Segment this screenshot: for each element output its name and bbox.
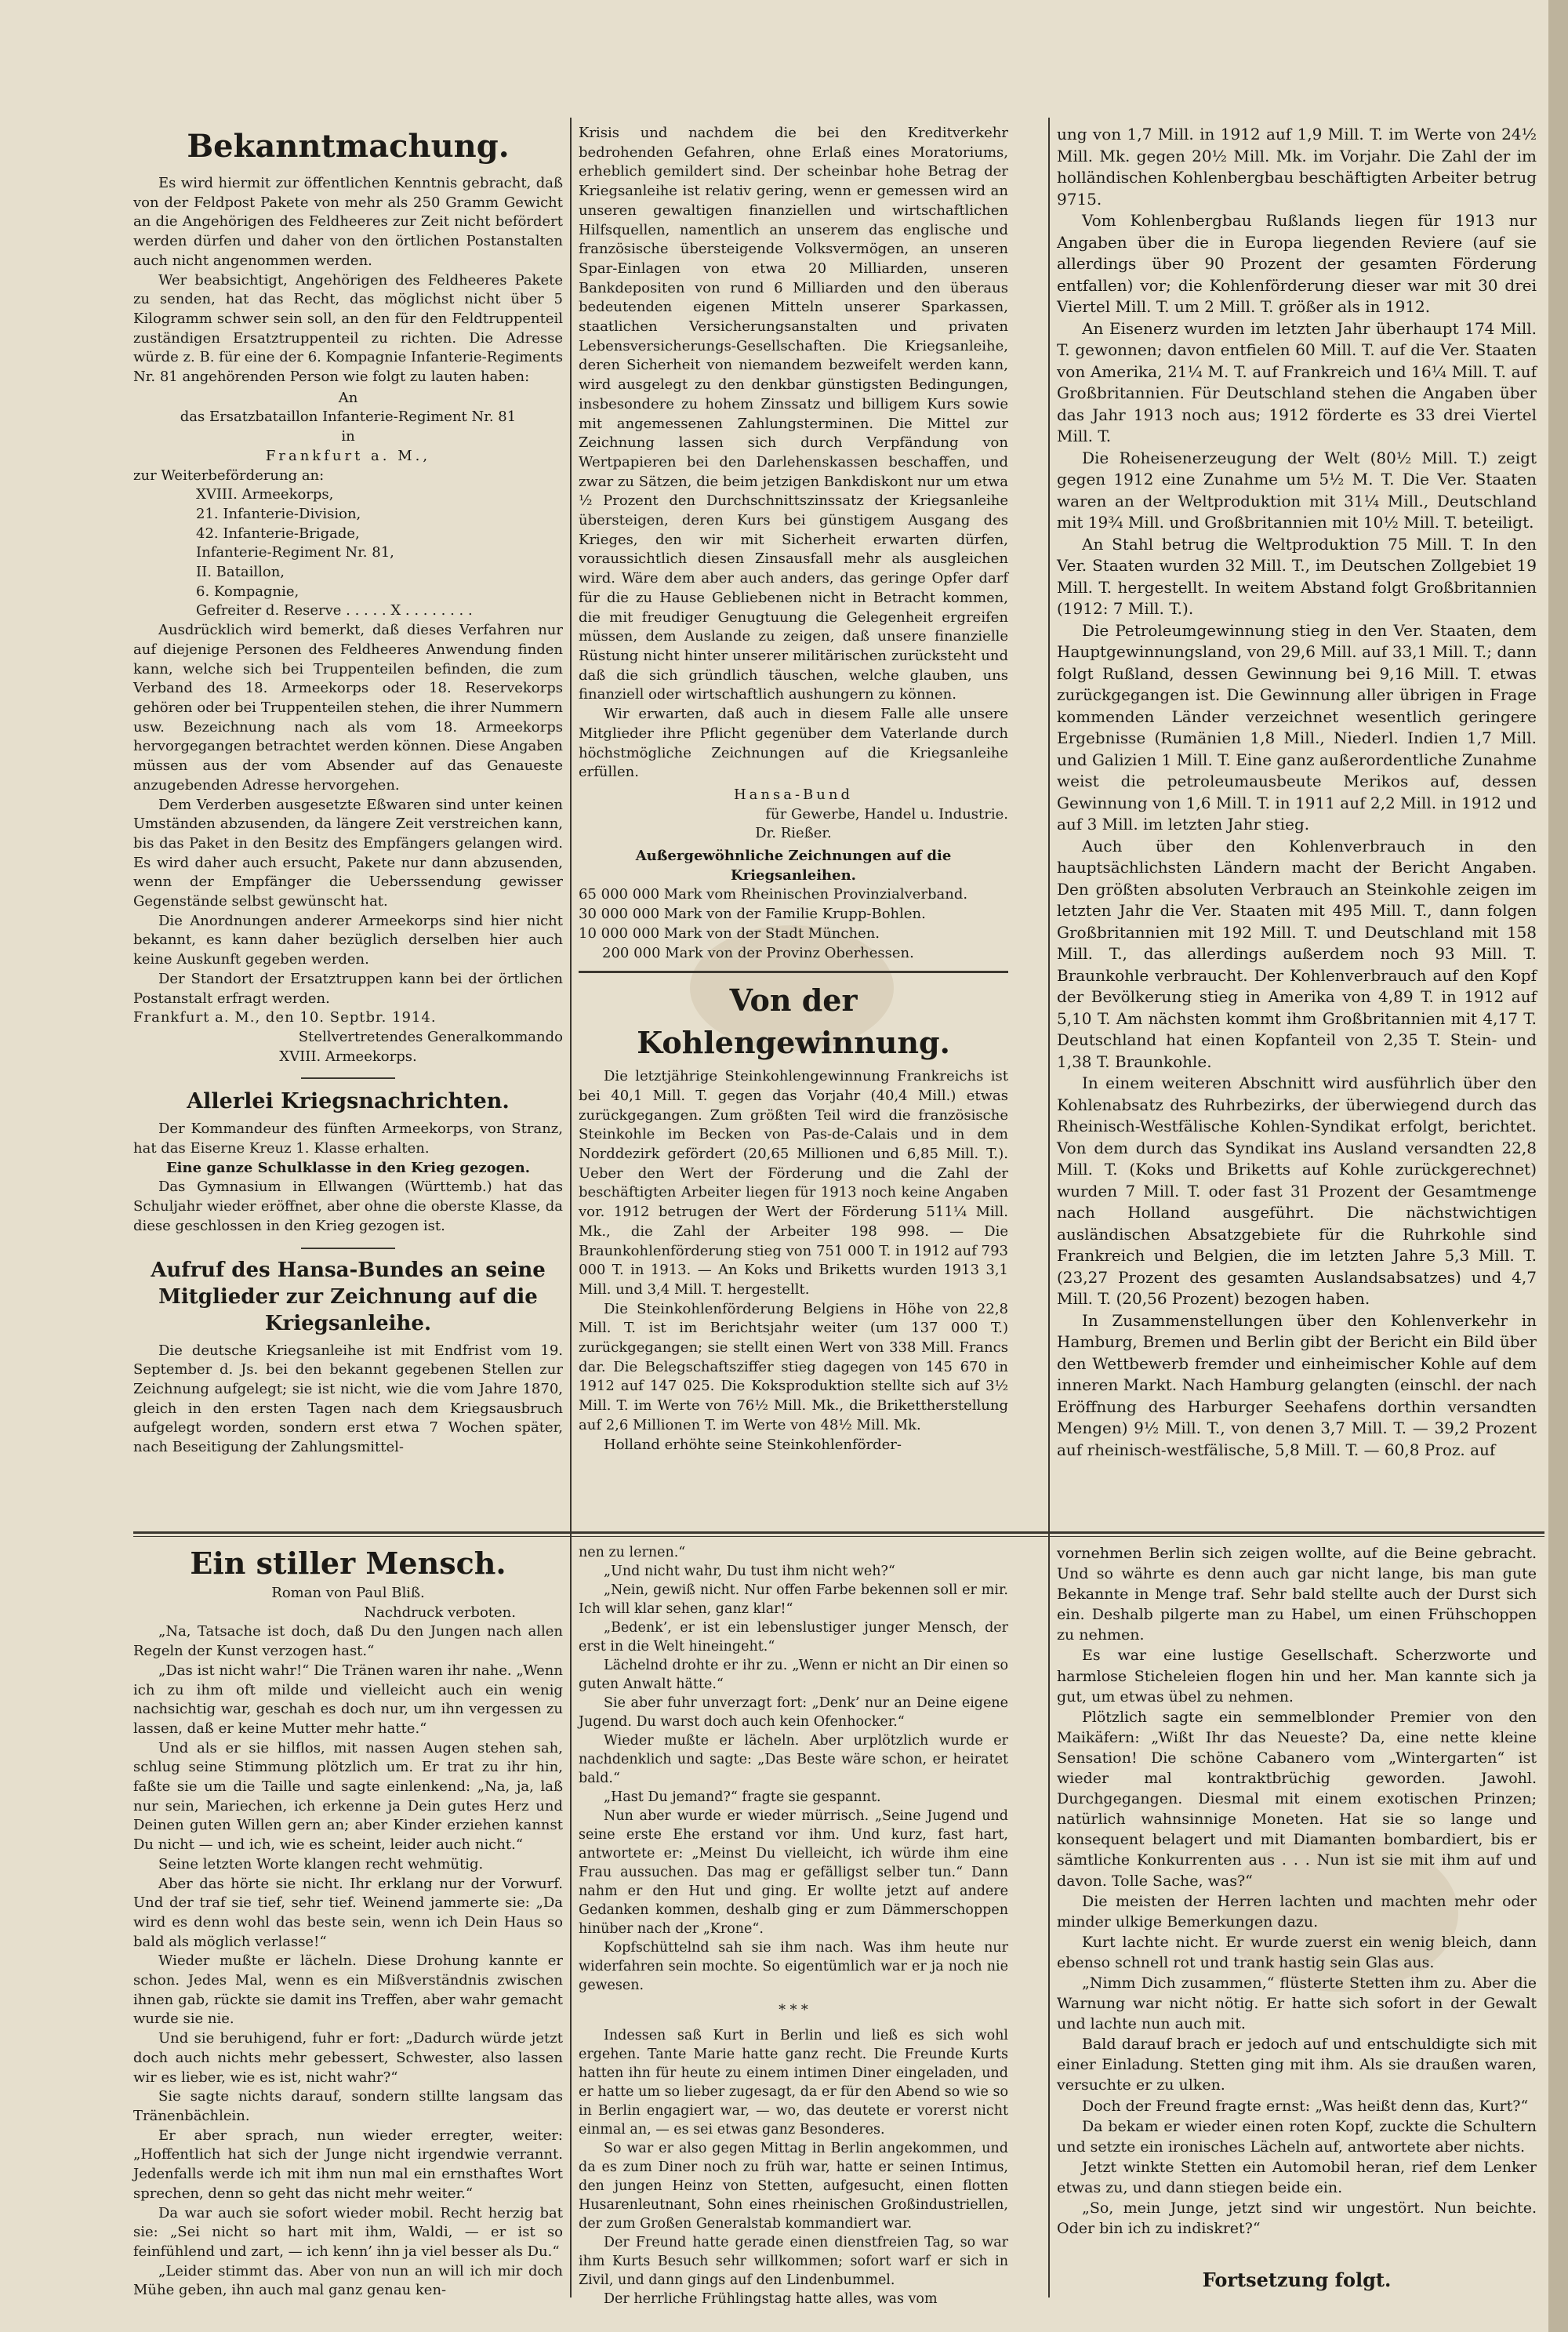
paragraph: „Hast Du jemand?“ fragte sie gespannt. (604, 1789, 881, 1805)
paragraph: Wer beabsichtigt, Angehörigen des Feldheeres Pakete zu senden, hat das Recht, das möglichst nicht über 5 Kilogramm schwer sein soll, an den für den Feldtruppenteil zuständigen Ersatztruppenteil zu richten. Die Adresse würde z. B. für eine der 6. Kompagnie Infanterie-Regiments Nr. 81 angehörenden Person wie folgt zu lauten haben: (133, 271, 563, 386)
section-asterisks: * * * (779, 2003, 808, 2018)
paragraph: ung von 1,7 Mill. in 1912 auf 1,9 Mill. T. im Werte von 24½ Mill. Mk. gegen 20½ Mill. Mk. im Vorjahr. Die Zahl der im holländischen Kohlenbergbau beschäftigten Arbeiter betrug 9715. (1057, 125, 1537, 209)
feuilleton-rule-thin (133, 1536, 1544, 1537)
feuilleton-rule (133, 1531, 1544, 1534)
paragraph: Krisis und nachdem die bei den Kreditverkehr bedrohenden Gefahren, ohne Erlaß eines Moratoriums, erheblich gemildert sind. Der scheinbar hohe Betrag der Kriegsanleihe ist relativ gering, wenn er gemessen wird an unseren gewaltigen finanziellen und wirtschaftlichen Hilfsquellen, namentlich an unserem das englische und französische übersteigende Volksvermögen, an unseren Spar-Einlagen von etwa 20 Milliarden, unseren Bankdepositen von rund 6 Milliarden und den überaus bedeutenden eigenen Mitteln unserer Sparkassen, staatlichen Versicherungsanstalten und privaten Lebensversicherungs-Gesellschaften. Die Kriegsanleihe, deren Sicherheit von niemandem bezweifelt werden kann, wird ausgelegt zu den denkbar günstigsten Bedingungen, insbesondere zu hohem Zinssatz und billigem Kurs sowie mit angemessenen Zahlungsterminen. Die Mittel zur Zeichnung lassen sich durch Verpfändung von Wertpapieren bei den Darlehenskassen beschaffen, und zwar zu Sätzen, die beim jetzigen Bankdiskont nur um etwa ½ Prozent den Durchschnittszinssatz der Kriegsanleihe übersteigen, deren Kurs bei günstigem Ausgang des Krieges, den wir mit Sicherheit erwarten dürfen, voraussichtlich diesen Zinsausfall mehr als ausgleichen wird. Wäre dem aber auch anders, das geringe Opfer darf für die zu Hause Gebliebenen nicht in Betracht kommen, die mit freudiger Genugtuung die Gelegenheit ergreifen müssen, dem Auslande zu zeigen, daß unsere finanzielle Rüstung nicht hinter unserer militärischen zurücksteht und daß die sich gründlich täuschen, welche glauben, uns finanziell oder wirtschaftlich aushungern zu können. (579, 125, 1008, 703)
paragraph: Kurt lachte nicht. Er wurde zuerst ein wenig bleich, dann ebenso schnell rot und trank hastig sein Glas aus. (1057, 1933, 1537, 1971)
paragraph: Vom Kohlenbergbau Rußlands liegen für 1913 nur Angaben über die in Europa liegenden Reviere (auf sie allerdings über 90 Prozent der gesamten Förderung entfallen) vor; die Kohlenförderung dieser war mit 30 drei Viertel Mill. T. um 2 Mill. T. größer als in 1912. (1057, 211, 1537, 316)
roman-author: Roman von Paul Bliß. (271, 1585, 425, 1601)
kohlen-heading: Von der Kohlengewinnung. (637, 983, 950, 1061)
paragraph: Indessen saß Kurt in Berlin und ließ es sich wohl ergehen. Tante Marie hatte ganz recht. Die Freunde Kurts hatten ihn für heute zu einem intimen Diner eingeladen, und er hatte um so lieber zugesagt, da er für den Abend so wie so in Berlin engagiert war, — wo, das deutete er vorerst nicht einmal an, — es sei etwas ganz Besonderes. (579, 2028, 1008, 2138)
paragraph: Kopfschüttelnd sah sie ihm nach. Was ihm heute nur widerfahren sein mochte. So eigentümlich war er ja noch nie gewesen. (579, 1940, 1008, 1993)
address-line: Frankfurt a. M., (265, 447, 431, 464)
paragraph: In einem weiteren Abschnitt wird ausführlich über den Kohlenabsatz des Ruhrbezirks, der überwiegend durch das Rheinisch-Westfälische Kohlen-Syndikat erfolgt, berichtet. Von dem durch das Syndikat ins Ausland versandten 22,8 Mill. T. (Koks und Briketts auf Kohle zurückgerechnet) wurden 7 Mill. T. oder fast 31 Prozent der Gesamtmenge nach Holland ausgeführt. Die nächstwichtigen ausländischen Absatzgebiete für die Ruhrkohle sind Frankreich und Belgien, die im letzten Jahre 5,3 Mill. T. (23,27 Prozent des gesamten Auslandsabsatzes) und 4,7 Mill. T. (20,56 Prozent) bezogen haben. (1057, 1073, 1537, 1308)
signature-line: XVIII. Armeekorps. (279, 1048, 417, 1065)
roman-heading: Ein stiller Mensch. (190, 1546, 506, 1581)
paragraph: „Nein, gewiß nicht. Nur offen Farbe bekennen soll er mir. Ich will klar sehen, ganz klar!“ (579, 1582, 1008, 1617)
paragraph: Der Standort der Ersatztruppen kann bei der örtlichen Postanstalt erfragt werden. (133, 970, 563, 1007)
paragraph: Die Steinkohlenförderung Belgiens in Höhe von 22,8 Mill. T. ist im Berichtsjahr weiter (um 137 000 T.) zurückgegangen; sie stellt einen Wert von 338 Mill. Francs dar. Die Belegschaftsziffer stieg dagegen von 145 670 in 1912 auf 147 025. Die Koksproduktion stellte sich auf 3½ Mill. T. im Werte von 76½ Mill. Mk., die Brikettherstellung auf 2,6 Millionen T. im Werte von 48½ Mill. Mk. (579, 1300, 1008, 1433)
paragraph: Und als er sie hilflos, mit nassen Augen stehen sah, schlug seine Stimmung plötzlich um. Er trat zu ihr hin, faßte sie um die Taille und sagte einlenkend: „Na, ja, laß nur sein, Mariechen, ich erkenne ja Dein gutes Herz und Deinen guten Willen gern an; aber Kinder erziehen kannst Du nicht — und ich, wie es scheint, leider auch nicht.“ (133, 1739, 563, 1854)
paragraph: Wieder mußte er lächeln. Aber urplötzlich wurde er nachdenklich und sagte: „Das Beste wäre schon, er heiratet bald.“ (579, 1733, 1008, 1786)
fortsetzung-folgt: Fortsetzung folgt. (1202, 2268, 1392, 2292)
paragraph: Es war eine lustige Gesellschaft. Scherzworte und harmlose Sticheleien flogen hin und her. Man kannte sich ja gut, um etwas übel zu nehmen. (1057, 1647, 1537, 1705)
address-list (133, 485, 563, 621)
paragraph: Das Gymnasium in Ellwangen (Württemb.) hat das Schuljahr wieder eröffnet, aber ohne die oberste Klasse, da diese geschlossen in den Krieg gezogen ist. (133, 1179, 563, 1234)
paragraph: „Bedenk’, er ist ein lebenslustiger junger Mensch, der erst in die Welt hineingeht.“ (579, 1620, 1008, 1655)
page-edge (1548, 0, 1568, 2332)
address-line: II. Bataillon, (196, 564, 285, 581)
section-divider (301, 1077, 395, 1079)
paragraph: Doch der Freund fragte ernst: „Was heißt denn das, Kurt?“ (1082, 2097, 1529, 2115)
paragraph: Die letztjährige Steinkohlengewinnung Frankreichs ist bei 40,1 Mill. T. gegen das Vorjahr (40,4 Mill.) etwas zurückgegangen. Zum größten Teil wird die französische Steinkohle im Becken von Pas-de-Calais und in dem Norddezirk gefördert (20,65 Millionen und 6,85 Mill. T.). Ueber den Wert der Förderung und die Zahl der beschäftigten Arbeiter liegen für 1913 noch keine Angaben vor. 1912 betrugen der Wert der Förderung 511¼ Mill. Mk., die Zahl der Arbeiter 198 998. — Die Braunkohlenförderung stieg von 751 000 T. in 1912 auf 793 000 T. in 1913. — An Koks und Briketts wurden 1913 3,1 Mill. und 3,4 Mill. T. hergestellt. (579, 1068, 1008, 1298)
address-line: Infanterie-Regiment Nr. 81, (196, 544, 394, 561)
paragraph: nen zu lernen.“ (579, 1545, 686, 1560)
paragraph: Nun aber wurde er wieder mürrisch. „Seine Jugend und seine erste Ehe erstand vor ihm. Und kurz, fast hart, antwortete er: „Meinst Du vielleicht, ich würde ihm eine Frau aussuchen. Das mag er gefälligst selber tun.“ Dann nahm er den Hut und ging. Er wollte jetzt auf andere Gedanken kommen, deshalb ging er zum Dämmerschoppen hinüber nach der „Krone“. (579, 1808, 1008, 1937)
paragraph: Da war auch sie sofort wieder mobil. Recht herzig bat sie: „Sei nicht so hart mit ihm, Waldi, — er ist so feinfühlend und zart, — ich kenn’ ihn ja viel besser als Du.“ (133, 2204, 563, 2260)
paragraph: Die Roheisenerzeugung der Welt (80½ Mill. T.) zeigt gegen 1912 eine Zunahme um 5½ M. T. Die Ver. Staaten waren an der Weltproduktion mit 31¼ Mill., Deutschland mit 19¾ Mill. und Großbritannien mit 10½ Mill. T. beteiligt. (1057, 448, 1537, 532)
paragraph: An Stahl betrug die Weltproduktion 75 Mill. T. In den Ver. Staaten wurden 32 Mill. T., im Deutschen Zollgebiet 19 Mill. T. hergestellt. In weitem Abstand folgt Großbritannien (1912: 7 Mill. T.). (1057, 534, 1537, 618)
zeichnungen-heading: Außergewöhnliche Zeichnungen auf die Kriegsanleihen. (635, 848, 952, 884)
paragraph: Da bekam er wieder einen roten Kopf, zuckte die Schultern und setzte ein ironisches Lächeln auf, antwortete aber nichts. (1057, 2117, 1537, 2156)
paragraph: Sie aber fuhr unverzagt fort: „Denk’ nur an Deine eigene Jugend. Du warst doch auch kein Ofenhocker.“ (579, 1695, 1008, 1730)
paragraph: Auch über den Kohlenverbrauch in den hauptsächlichsten Ländern macht der Bericht Angaben. Den größten absoluten Verbrauch an Steinkohle zeigen im letzten Jahr die Ver. Staaten mit 495 Mill. T., dann folgen Großbritannien mit 192 Mill. T. und Deutschland mit 158 Mill. T., das allerdings außerdem noch 93 Mill. T. Braunkohle verbraucht. Der Kohlenverbrauch auf den Kopf der Bevölkerung stieg in Amerika von 4,89 T. in 1912 auf 5,10 T. Am nächsten kommt ihm Großbritannien mit 4,17 T. Deutschland hat einen Kopfanteil von 2,35 T. Stein- und 1,38 T. Braunkohle. (1057, 836, 1537, 1071)
paragraph: Aber das hörte sie nicht. Ihr erklang nur der Vorwurf. Und der traf sie tief, sehr tief. Weinend jammerte sie: „Da wird es denn wohl das beste sein, wenn ich Dein Haus so bald als möglich verlasse!“ (133, 1875, 563, 1950)
paragraph: Der Freund hatte gerade einen dienstfreien Tag, so war ihm Kurts Besuch sehr willkommen; sofort warf er sich in Zivil, und dann gings auf den Lindenbummel. (579, 2235, 1008, 2288)
paragraph: Der Kommandeur des fünften Armeekorps, von Stranz, hat das Eiserne Kreuz 1. Klasse erhalten. (133, 1121, 563, 1157)
paragraph: In Zusammenstellungen über den Kohlenverkehr in Hamburg, Bremen und Berlin gibt der Bericht ein Bild über den Wettbewerb fremder und einheimischer Kohle auf dem inneren Markt. Nach Hamburg gelangten (einschl. der nach Eröffnung des Harburger Seehafens dorthin versandten Mengen) 9½ Mill. T., von denen 3,7 Mill. T. — 39,2 Prozent auf rheinisch-westfälische, 5,8 Mill. T. — 60,8 Proz. auf (1057, 1310, 1537, 1459)
paragraph: Die meisten der Herren lachten und machten mehr oder minder ulkige Bemerkungen dazu. (1057, 1892, 1537, 1931)
paragraph: Der herrliche Frühlingstag hatte alles, was vom (604, 2291, 938, 2307)
paragraph: Seine letzten Worte klangen recht wehmütig. (158, 1855, 484, 1873)
signature-line: Hansa-Bund (733, 786, 853, 803)
address-line: An (338, 389, 358, 406)
signature-line: Dr. Rießer. (755, 825, 832, 842)
paragraph: Bald darauf brach er jedoch auf und entschuldigte sich mit einer Einladung. Stetten ging mit ihm. Als sie draußen waren, versuchte er zu ulken. (1057, 2036, 1537, 2094)
paragraph: Ausdrücklich wird bemerkt, daß dieses Verfahren nur auf diejenige Personen des Feldheeres Anwendung finden kann, welche sich bei Truppenteilen befinden, die zum Verband des 18. Armeekorps oder 18. Reservekorps gehören oder bei Truppenteilen stehen, die ihrer Nummern usw. Bezeichnung nach als vom 18. Armeekorps hervorgegangen betrachtet werden können. Diese Angaben müssen aus der vom Absender auf das Genaueste anzugebenden Adresse hervorgehen. (133, 622, 563, 794)
address-block (133, 389, 563, 621)
paragraph: Lächelnd drohte er ihr zu. „Wenn er nicht an Dir einen so guten Anwalt hätte.“ (579, 1658, 1008, 1692)
address-line: 6. Kompagnie, (196, 583, 299, 600)
column-rule (1048, 118, 1050, 2297)
paragraph: Sie sagte nichts darauf, sondern stillte langsam das Tränenbächlein. (133, 2088, 563, 2124)
signature-line: für Gewerbe, Handel u. Industrie. (765, 805, 1008, 823)
column-2 (579, 124, 1008, 1455)
address-line: zur Weiterbeförderung an: (133, 467, 325, 484)
aufruf-heading: Aufruf des Hansa-Bundes an seine Mitglieder zur Zeichnung auf die Kriegsanleihe. (151, 1258, 546, 1335)
column-1 (133, 124, 563, 1458)
address-line: 21. Infanterie-Division, (196, 505, 361, 522)
paragraph: Dem Verderben ausgesetzte Eßwaren sind unter keinen Umständen abzusenden, da längere Zeit verstreichen kann, bis das Paket in den Besitz des Empfängers gelangen wird. Es wird daher auch ersucht, Pakete nur dann abzusenden, wenn der Empfänger die Ueberssendung gewisser Gegenstände selbst gewünscht hat. (133, 796, 563, 910)
address-line: das Ersatzbataillon Infanterie-Regiment Nr. 81 (180, 409, 517, 426)
zeichnung-line: 10 000 000 Mark von der Stadt München. (579, 924, 880, 942)
signature-line: Stellvertretendes Generalkommando (298, 1028, 563, 1045)
feuilleton-column-2 (579, 1543, 1008, 2308)
address-line: 42. Infanterie-Brigade, (196, 525, 360, 542)
address-line: XVIII. Armeekorps, (196, 486, 334, 503)
column-rule (570, 118, 572, 2297)
paragraph: „Leider stimmt das. Aber von nun an will ich mir doch Mühe geben, ihn auch mal ganz genau ken- (133, 2262, 563, 2299)
paragraph: Holland erhöhte seine Steinkohlenförder- (604, 1436, 902, 1453)
paragraph: „Das ist nicht wahr!“ Die Tränen waren ihr nahe. „Wenn ich zu ihm oft milde und vielleicht auch ein wenig nachsichtig war, geschah es doch nur, um ihn vergessen zu lassen, daß er keine Mutter mehr hatte.“ (133, 1662, 563, 1737)
subheading: Eine ganze Schulklasse in den Krieg gezogen. (165, 1159, 531, 1176)
paragraph: „Nimm Dich zusammen,“ flüsterte Stetten ihm zu. Aber die Warnung war nicht nötig. Er hatte sich sofort in der Gewalt und lachte nun auch mit. (1057, 1974, 1537, 2033)
paragraph: vornehmen Berlin sich zeigen wollte, auf die Beine gebracht. Und so währte es denn auch gar nicht lange, bis man gute Bekannte in Menge traf. Sehr bald stellte auch der Durst sich ein. Deshalb pilgerte man zu Habel, um einen Frühschoppen zu nehmen. (1057, 1545, 1537, 1644)
address-line: in (341, 428, 355, 445)
zeichnung-line: 65 000 000 Mark vom Rheinischen Provinzialverband. (579, 886, 968, 903)
paragraph: „So, mein Junge, jetzt sind wir ungestört. Nun beichte. Oder bin ich zu indiskret?“ (1057, 2199, 1537, 2238)
paragraph: Es wird hiermit zur öffentlichen Kenntnis gebracht, daß von der Feldpost Pakete von mehr als 250 Gramm Gewicht an die Angehörigen des Feldheeres zur Zeit nicht befördert werden dürfen und daher von den örtlichen Postanstalten auch nicht angenommen werden. (133, 175, 563, 269)
paragraph: Jetzt winkte Stetten ein Automobil heran, rief dem Lenker etwas zu, und dann stiegen beide ein. (1057, 2158, 1537, 2196)
kriegsnachrichten-heading: Allerlei Kriegsnachrichten. (187, 1089, 510, 1114)
zeichnung-line: 200 000 Mark von der Provinz Oberhessen. (602, 944, 914, 961)
bekanntmachung-heading: Bekanntmachung. (187, 128, 510, 165)
paragraph: Und sie beruhigend, fuhr er fort: „Dadurch würde jetzt doch auch nichts mehr gebessert, Schwester, also lassen wir es lieber, wie es ist, nicht wahr?“ (133, 2030, 563, 2086)
zeichnung-line: 30 000 000 Mark von der Familie Krupp-Bohlen. (579, 906, 926, 923)
reprint-notice: Nachdruck verboten. (364, 1604, 516, 1621)
paragraph: Die Anordnungen anderer Armeekorps sind hier nicht bekannt, es kann daher bezüglich derselben hier auch keine Auskunft gegeben werden. (133, 912, 563, 968)
paragraph: Wir erwarten, daß auch in diesem Falle alle unsere Mitglieder ihre Pflicht gegenüber dem Vaterlande durch höchstmögliche Zeichnungen auf die Kriegsanleihe erfüllen. (579, 706, 1008, 781)
column-3 (1057, 124, 1537, 1461)
paragraph: So war er also gegen Mittag in Berlin angekommen, und da es zum Diner noch zu früh war, hatte er seinen Intimus, den jungen Heinz von Stetten, aufgesucht, einen flotten Husarenleutnant, Sohn eines rheinischen Großindustriellen, der zum Großen Generalstab kommandiert war. (579, 2141, 1008, 2232)
paragraph: Wieder mußte er lächeln. Diese Drohung kannte er schon. Jedes Mal, wenn es ein Mißverständnis zwischen ihnen gab, rückte sie damit ins Treffen, aber wahr gemacht wurde sie nie. (133, 1952, 563, 2028)
date-line: Frankfurt a. M., den 10. Septbr. 1914. (133, 1009, 437, 1026)
feuilleton-column-1 (133, 1543, 563, 2301)
feuilleton-column-3 (1057, 1543, 1537, 2290)
paragraph: Er aber sprach, nun wieder erregter, weiter: „Hoffentlich hat sich der Junge nicht irgendwie verrannt. Jedenfalls werde ich mit ihm nun mal ein ernsthaftes Wort sprechen, denn so geht das nicht mehr weiter.“ (133, 2127, 563, 2202)
paragraph: Plötzlich sagte ein semmelblonder Premier von den Maikäfern: „Wißt Ihr das Neueste? Da, eine nette kleine Sensation! Die schöne Cabanero vom „Wintergarten“ ist wieder mal kontraktbrüchig geworden. Jawohl. Durchgegangen. Diesmal mit einem exotischen Prinzen; natürlich wahnsinnige Moneten. Hat sie so lange und konsequent belagert und mit Diamanten bombardiert, bis er sämtliche Konkurrenten aus . . . Nun ist sie mit ihm auf und davon. Tolle Sache, was?“ (1057, 1708, 1537, 1890)
section-divider (301, 1248, 395, 1249)
paragraph: „Und nicht wahr, Du tust ihm nicht weh?“ (604, 1564, 895, 1579)
paragraph: An Eisenerz wurden im letzten Jahr überhaupt 174 Mill. T. gewonnen; davon entfielen 60 Mill. T. auf die Ver. Staaten von Amerika, 21¼ M. T. auf Frankreich und 16¼ Mill. T. auf Großbritannien. Für Deutschland stehen die Angaben über das Jahr 1913 noch aus; 1912 förderte es 33 drei Viertel Mill. T. (1057, 318, 1537, 445)
paragraph: Die Petroleumgewinnung stieg in den Ver. Staaten, dem Hauptgewinnungsland, von 29,6 Mill. auf 33,1 Mill. T.; dann folgt Rußland, dessen Gewinnung bei 9,16 Mill. T. etwas zurückgegangen ist. Die Gewinnung aller übrigen in Frage kommenden Länder verzeichnet wesentlich geringere Ergebnisse (Rumänien 1,8 Mill., Niederl. Indien 1,7 Mill. und Galizien 1 Mill. T. Eine ganz außerordentliche Zunahme weist die petroleumausbeute Merikos auf, dessen Gewinnung von 1,6 Mill. T. in 1911 auf 2,2 Mill. in 1912 und auf 3 Mill. im letzten Jahr stieg. (1057, 620, 1537, 834)
paragraph: „Na, Tatsache ist doch, daß Du den Jungen nach allen Regeln der Kunst verzogen hast.“ (133, 1623, 563, 1660)
paragraph: Die deutsche Kriegsanleihe ist mit Endfrist vom 19. September d. Js. bei den bekannt gegebenen Stellen zur Zeichnung aufgelegt; sie ist nicht, wie die vom Jahre 1870, gleich in den ersten Tagen nach dem Kriegsausbruch aufgelegt worden, sondern erst etwa 7 Wochen später, nach Beseitigung der Zahlungsmittel- (133, 1342, 563, 1456)
section-divider (579, 971, 1008, 973)
address-line: Gefreiter d. Reserve . . . . . X . . . . . . . . (196, 602, 473, 619)
